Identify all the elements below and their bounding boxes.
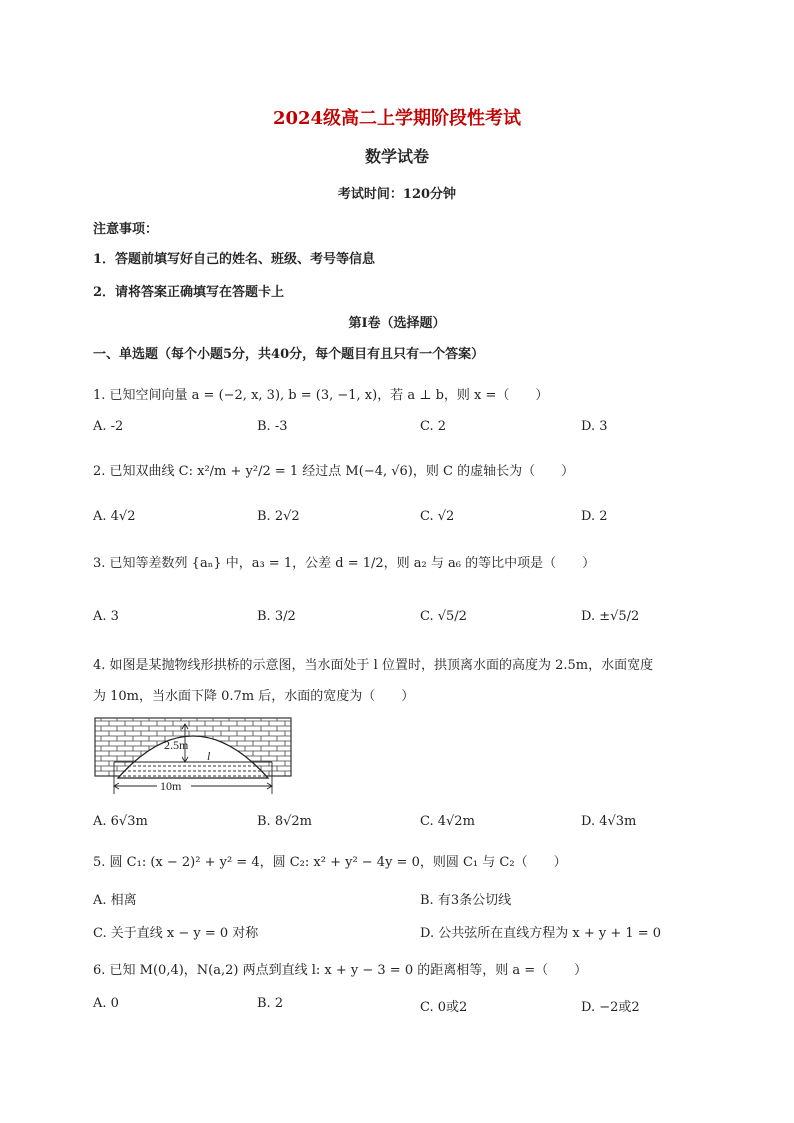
question-6-stem: 6. 已知 M(0,4)，N(a,2) 两点到直线 l: x + y − 3 = 0 的距离相等，则 a =（ ）	[93, 963, 588, 978]
question-1-stem: 1. 已知空间向量 a = (−2, x, 3), b = (3, −1, x)，若 a ⊥ b，则 x =（ ）	[93, 388, 549, 403]
arch-bridge-figure	[93, 716, 293, 798]
note-item: 1．答题前填写好自己的姓名、班级、考号等信息	[93, 252, 376, 267]
q5-option-c: C. 关于直线 x − y = 0 对称	[93, 926, 259, 941]
q6-option-a: A. 0	[93, 996, 119, 1011]
exam-subtitle: 数学试卷	[364, 147, 429, 166]
q2-option-c: C. √2	[420, 509, 455, 524]
note-item: 2．请将答案正确填写在答题卡上	[93, 285, 285, 300]
q4-option-c: C. 4√2m	[420, 814, 475, 829]
q6-option-c: C. 0或2	[420, 1000, 468, 1015]
q5-option-a: A. 相离	[93, 893, 137, 908]
q2-option-d: D. 2	[581, 509, 608, 524]
q3-option-d: D. ±√5/2	[581, 609, 640, 624]
q3-option-c: C. √5/2	[420, 609, 467, 624]
exam-title: 2024级高二上学期阶段性考试	[272, 108, 522, 129]
q4-option-d: D. 4√3m	[581, 814, 637, 829]
q3-option-b: B. 3/2	[257, 609, 296, 624]
question-4-stem-line-2: 为 10m，当水面下降 0.7m 后，水面的宽度为（ ）	[93, 689, 415, 704]
question-4-stem-line-1: 4. 如图是某抛物线形拱桥的示意图，当水面处于 l 位置时，拱顶离水面的高度为 2.5m，水面宽度	[93, 658, 654, 673]
q1-option-b: B. -3	[257, 419, 288, 434]
question-2-stem: 2. 已知双曲线 C: x²/m + y²/2 = 1 经过点 M(−4, √6)，则 C 的虚轴长为（ ）	[93, 464, 575, 479]
volume-heading: 第I卷（选择题）	[348, 316, 446, 331]
q6-option-b: B. 2	[257, 996, 284, 1011]
q1-option-d: D. 3	[581, 419, 608, 434]
figure-width-label: 10m	[160, 779, 182, 793]
figure-height-label: 2.5m	[164, 738, 189, 752]
exam-time: 考试时间：120分钟	[337, 187, 457, 202]
notes-heading: 注意事项：	[93, 222, 159, 237]
q1-option-a: A. -2	[93, 419, 124, 434]
q3-option-a: A. 3	[93, 609, 119, 624]
q2-option-a: A. 4√2	[93, 509, 136, 524]
q5-option-b: B. 有3条公切线	[420, 893, 512, 908]
q4-option-b: B. 8√2m	[257, 814, 312, 829]
q2-option-b: B. 2√2	[257, 509, 300, 524]
figure-line-label: l	[207, 749, 211, 763]
q1-option-c: C. 2	[420, 419, 447, 434]
q6-option-d: D. −2或2	[581, 1000, 640, 1015]
part-heading: 一、单选题（每个小题5分，共40分，每个题目有且只有一个答案）	[93, 347, 485, 362]
question-5-stem: 5. 圆 C₁: (x − 2)² + y² = 4，圆 C₂: x² + y² − 4y = 0，则圆 C₁ 与 C₂（ ）	[93, 855, 567, 870]
question-3-stem: 3. 已知等差数列 {aₙ} 中，a₃ = 1，公差 d = 1/2，则 a₂ 与 a₆ 的等比中项是（ ）	[93, 556, 596, 571]
q5-option-d: D. 公共弦所在直线方程为 x + y + 1 = 0	[420, 926, 662, 941]
q4-option-a: A. 6√3m	[93, 814, 148, 829]
